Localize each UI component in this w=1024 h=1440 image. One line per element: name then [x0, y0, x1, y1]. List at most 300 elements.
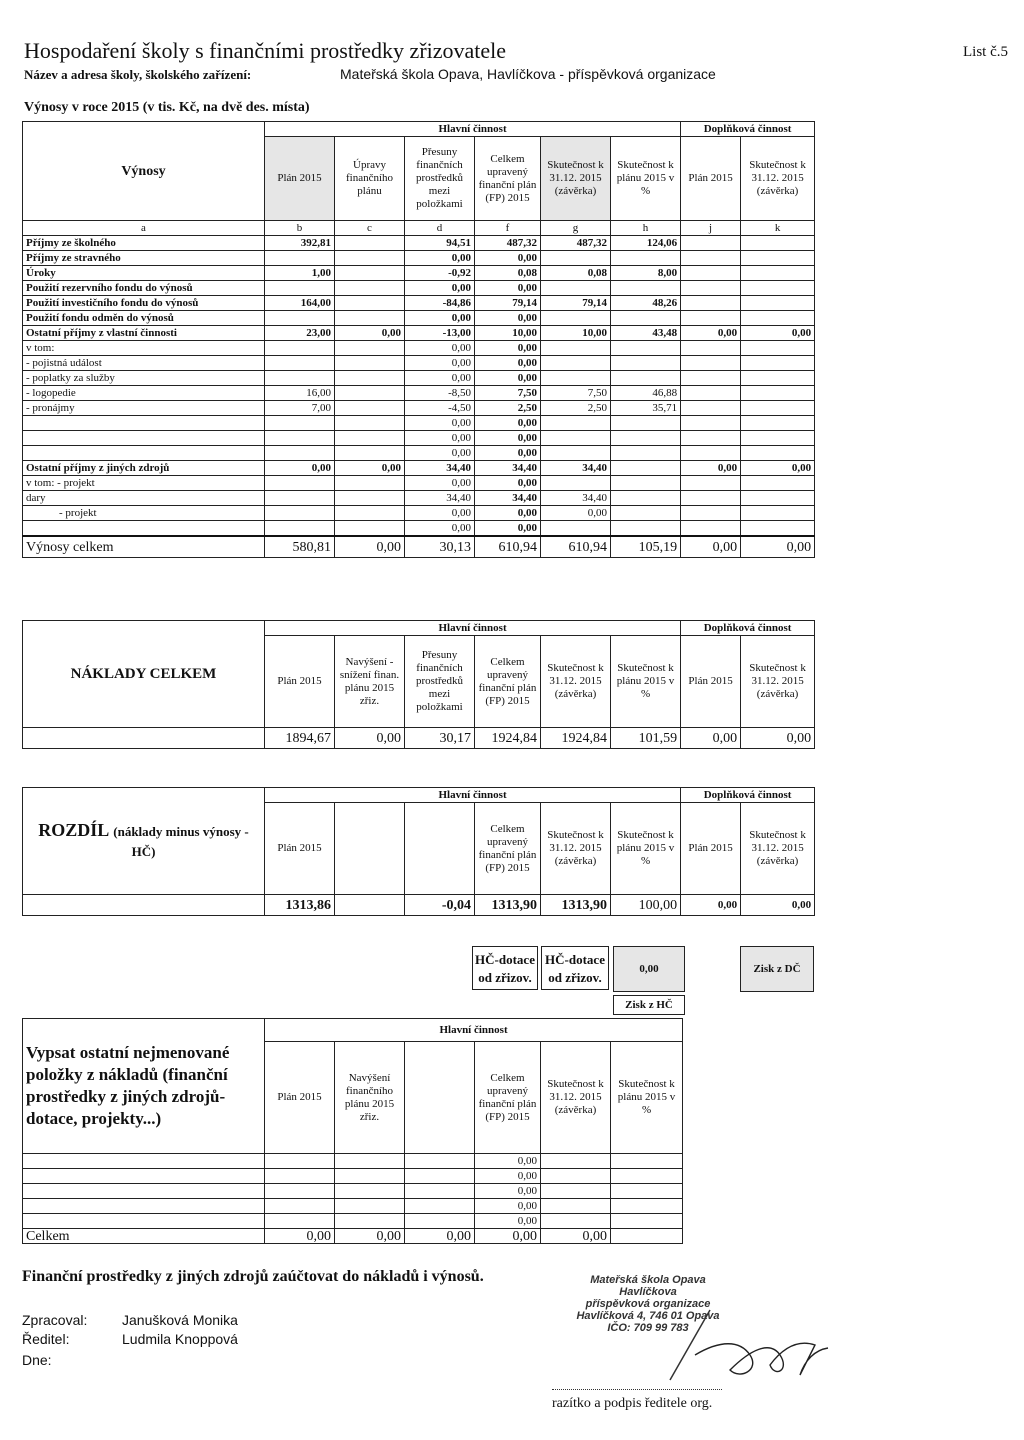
table-cell: 0,00: [405, 446, 475, 461]
table-cell: 0,00: [741, 326, 815, 341]
table-cell: [335, 446, 405, 461]
table-cell: [541, 1154, 611, 1169]
table-cell: [681, 311, 741, 326]
diff-col-header: [335, 803, 405, 895]
income-col-header: Plán 2015: [265, 137, 335, 221]
costs-value-cell: 1924,84: [541, 728, 611, 749]
table-cell: [265, 1169, 335, 1184]
table-cell: [681, 281, 741, 296]
other-group-main: Hlavní činnost: [265, 1019, 683, 1042]
table-cell: [335, 341, 405, 356]
table-cell: [335, 1169, 405, 1184]
table-cell: [681, 446, 741, 461]
income-col-header: Celkem upravený finanční plán (FP) 2015: [475, 137, 541, 221]
table-cell: [335, 476, 405, 491]
table-cell: 0,00: [405, 476, 475, 491]
column-letter: k: [741, 221, 815, 236]
table-cell: [681, 476, 741, 491]
difference-row-header: [23, 788, 265, 895]
table-cell: [335, 431, 405, 446]
table-cell: 487,32: [475, 236, 541, 251]
table-cell: [265, 521, 335, 537]
table-cell: 2,50: [475, 401, 541, 416]
table-cell: 0,00: [681, 326, 741, 341]
table-row: [23, 1169, 683, 1184]
table-cell: [541, 371, 611, 386]
diff-col-header: Plán 2015: [681, 803, 741, 895]
table-cell: [335, 521, 405, 537]
table-cell: [265, 431, 335, 446]
table-cell: [611, 281, 681, 296]
table-cell: [741, 356, 815, 371]
prepared-by-name: Janušková Monika: [122, 1312, 238, 1328]
costs-value-cell: 0,00: [681, 728, 741, 749]
school-name: Mateřská škola Opava, Havlíčkova - příspěvková organizace: [340, 66, 716, 82]
table-cell: [335, 311, 405, 326]
costs-col-header: Navýšení - snížení finan. plánu 2015 zřiz.: [335, 636, 405, 728]
table-cell: [541, 476, 611, 491]
difference-subtitle: (náklady minus výnosy - HČ): [113, 824, 249, 859]
table-cell: [741, 506, 815, 521]
table-row: [23, 1214, 683, 1229]
table-cell: 0,00: [475, 1184, 541, 1199]
table-row: [23, 1199, 683, 1214]
row-label: Příjmy ze stravného: [23, 251, 265, 266]
costs-col-header: Celkem upravený finanční plán (FP) 2015: [475, 636, 541, 728]
table-row: [23, 296, 815, 311]
table-cell: [335, 506, 405, 521]
costs-value-cell: 0,00: [335, 728, 405, 749]
table-cell: [265, 1154, 335, 1169]
income-total-cell: 30,13: [405, 536, 475, 558]
costs-col-header: Skutečnost k plánu 2015 v %: [611, 636, 681, 728]
row-label: [23, 416, 265, 431]
table-row: [23, 1184, 683, 1199]
diff-value-cell: 0,00: [681, 895, 741, 916]
costs-value-cell: 30,17: [405, 728, 475, 749]
table-cell: 0,00: [475, 416, 541, 431]
row-label: [23, 1199, 265, 1214]
table-cell: 1,00: [265, 266, 335, 281]
table-cell: [741, 491, 815, 506]
table-cell: -13,00: [405, 326, 475, 341]
table-cell: 0,00: [405, 371, 475, 386]
table-cell: 10,00: [475, 326, 541, 341]
table-cell: [265, 341, 335, 356]
costs-value-cell: 1894,67: [265, 728, 335, 749]
table-cell: [265, 491, 335, 506]
date-label: Dne:: [22, 1352, 52, 1368]
table-cell: [541, 431, 611, 446]
diff-value-spacer: [23, 895, 265, 916]
table-cell: [681, 401, 741, 416]
stamp-line: Mateřská škola Opava: [590, 1274, 706, 1286]
table-cell: 16,00: [265, 386, 335, 401]
table-row: [23, 251, 815, 266]
table-row: [23, 326, 815, 341]
table-cell: [611, 476, 681, 491]
director-signature: [600, 1300, 840, 1390]
table-cell: 0,00: [475, 1154, 541, 1169]
table-row: [23, 386, 815, 401]
row-label: - pronájmy: [23, 401, 265, 416]
row-label: dary: [23, 491, 265, 506]
costs-table: [22, 620, 815, 749]
table-cell: [335, 251, 405, 266]
table-cell: [611, 341, 681, 356]
hc-subsidy-box-1: HČ-dotace od zřizov.: [472, 946, 538, 990]
hc-subsidy-box-2: HČ-dotace od zřizov.: [541, 946, 609, 990]
table-cell: [741, 281, 815, 296]
director-name: Ludmila Knoppová: [122, 1331, 238, 1347]
row-label: v tom: - projekt: [23, 476, 265, 491]
table-cell: -0,92: [405, 266, 475, 281]
costs-group-side: Doplňková činnost: [681, 621, 815, 636]
row-label: - logopedie: [23, 386, 265, 401]
table-cell: [741, 311, 815, 326]
table-cell: [265, 251, 335, 266]
table-cell: 0,00: [475, 311, 541, 326]
table-cell: [741, 446, 815, 461]
table-row: [23, 416, 815, 431]
costs-group-main: Hlavní činnost: [265, 621, 681, 636]
income-table: [22, 121, 815, 558]
income-group-main: Hlavní činnost: [265, 122, 681, 137]
stamp-line: Havlíčkova: [619, 1286, 677, 1298]
director-label: Ředitel:: [22, 1331, 70, 1347]
column-letter: h: [611, 221, 681, 236]
diff-col-header: Skutečnost k 31.12. 2015 (závěrka): [541, 803, 611, 895]
other-total-cell: 0,00: [335, 1229, 405, 1244]
table-cell: 0,00: [475, 251, 541, 266]
table-row: [23, 371, 815, 386]
other-col-header: Skutečnost k 31.12. 2015 (závěrka): [541, 1042, 611, 1154]
column-letter: c: [335, 221, 405, 236]
income-total-cell: 105,19: [611, 536, 681, 558]
footer-note: Finanční prostředky z jiných zdrojů zaúčtovat do nákladů i výnosů.: [22, 1268, 484, 1285]
column-letter: b: [265, 221, 335, 236]
table-cell: [265, 506, 335, 521]
table-cell: [611, 416, 681, 431]
costs-value-cell: 1924,84: [475, 728, 541, 749]
diff-value-cell: 1313,86: [265, 895, 335, 916]
sheet-number: List č.5: [963, 44, 1008, 60]
table-cell: [541, 416, 611, 431]
other-col-header: Navýšení finančního plánu 2015 zřiz.: [335, 1042, 405, 1154]
table-cell: 0,00: [475, 356, 541, 371]
signature-caption: razítko a podpis ředitele org.: [552, 1396, 713, 1411]
table-cell: 0,00: [475, 1199, 541, 1214]
row-label: v tom:: [23, 341, 265, 356]
row-label: [23, 1184, 265, 1199]
table-cell: [541, 1169, 611, 1184]
table-row: [23, 476, 815, 491]
table-cell: 34,40: [541, 461, 611, 476]
table-cell: 0,00: [405, 251, 475, 266]
table-cell: 94,51: [405, 236, 475, 251]
table-cell: 0,00: [335, 326, 405, 341]
table-cell: [741, 266, 815, 281]
table-cell: [741, 386, 815, 401]
table-cell: [611, 461, 681, 476]
costs-value-spacer: [23, 728, 265, 749]
table-cell: [335, 236, 405, 251]
stamp-line: příspěvková organizace: [585, 1298, 711, 1310]
table-cell: [611, 1199, 683, 1214]
table-cell: 34,40: [405, 461, 475, 476]
table-cell: [335, 1214, 405, 1229]
table-cell: 0,00: [405, 341, 475, 356]
table-cell: [405, 1169, 475, 1184]
row-label: - pojistná událost: [23, 356, 265, 371]
diff-col-header: Celkem upravený finanční plán (FP) 2015: [475, 803, 541, 895]
table-cell: [335, 371, 405, 386]
table-cell: 34,40: [475, 491, 541, 506]
table-cell: 0,00: [475, 506, 541, 521]
income-total-cell: 580,81: [265, 536, 335, 558]
diff-value-cell: 100,00: [611, 895, 681, 916]
table-cell: [335, 1184, 405, 1199]
table-cell: 0,00: [335, 461, 405, 476]
table-cell: 34,40: [475, 461, 541, 476]
other-col-header: Skutečnost k plánu 2015 v %: [611, 1042, 683, 1154]
diff-value-cell: -0,04: [405, 895, 475, 916]
table-cell: 10,00: [541, 326, 611, 341]
table-row: [23, 506, 815, 521]
table-cell: [741, 296, 815, 311]
other-col-header: Plán 2015: [265, 1042, 335, 1154]
row-label: - poplatky za služby: [23, 371, 265, 386]
table-row: [23, 356, 815, 371]
diff-col-header: [405, 803, 475, 895]
table-cell: [265, 1214, 335, 1229]
table-cell: 0,00: [475, 341, 541, 356]
table-row: [23, 446, 815, 461]
row-label: Ostatní příjmy z vlastní činnosti: [23, 326, 265, 341]
table-cell: [541, 1184, 611, 1199]
table-cell: [611, 356, 681, 371]
table-cell: [265, 281, 335, 296]
table-cell: [541, 356, 611, 371]
table-cell: 0,08: [475, 266, 541, 281]
diff-value-cell: 1313,90: [541, 895, 611, 916]
table-cell: 0,00: [475, 476, 541, 491]
income-section-title: Výnosy v roce 2015 (v tis. Kč, na dvě des. místa): [24, 100, 310, 115]
table-cell: [541, 251, 611, 266]
costs-row-header: NÁKLADY CELKEM: [23, 621, 265, 728]
other-col-header: [405, 1042, 475, 1154]
table-cell: 164,00: [265, 296, 335, 311]
table-cell: [681, 236, 741, 251]
table-cell: [335, 416, 405, 431]
table-cell: [265, 476, 335, 491]
costs-col-header: Skutečnost k 31.12. 2015 (závěrka): [741, 636, 815, 728]
table-cell: 2,50: [541, 401, 611, 416]
signature-line: [552, 1389, 722, 1390]
income-col-header: Plán 2015: [681, 137, 741, 221]
table-cell: 0,00: [405, 521, 475, 537]
table-cell: [681, 371, 741, 386]
table-cell: [681, 386, 741, 401]
profit-dc-box: Zisk z DČ: [740, 946, 814, 992]
other-items-table: [22, 1018, 683, 1244]
table-cell: [541, 341, 611, 356]
table-cell: 46,88: [611, 386, 681, 401]
column-letter: d: [405, 221, 475, 236]
table-cell: 34,40: [541, 491, 611, 506]
difference-table: [22, 787, 815, 916]
table-cell: 0,00: [475, 446, 541, 461]
other-row-header: Vypsat ostatní nejmenované položky z nákladů (finanční prostředky z jiných zdrojů-dotace, projekty...): [23, 1019, 265, 1154]
table-cell: [611, 371, 681, 386]
income-total-cell: 0,00: [681, 536, 741, 558]
other-total-cell: 0,00: [475, 1229, 541, 1244]
table-cell: [611, 446, 681, 461]
table-cell: [611, 1169, 683, 1184]
row-label: [23, 1154, 265, 1169]
table-cell: [611, 431, 681, 446]
table-cell: [541, 281, 611, 296]
column-letter: g: [541, 221, 611, 236]
table-row: [23, 401, 815, 416]
table-cell: 34,40: [405, 491, 475, 506]
table-cell: [741, 431, 815, 446]
table-cell: 0,00: [265, 461, 335, 476]
table-cell: 48,26: [611, 296, 681, 311]
table-cell: [681, 431, 741, 446]
side-activity-value: 0,00: [613, 946, 685, 992]
table-cell: [611, 1154, 683, 1169]
table-cell: 0,08: [541, 266, 611, 281]
table-row: [23, 461, 815, 476]
income-total-cell: 610,94: [475, 536, 541, 558]
table-cell: 0,00: [475, 521, 541, 537]
table-cell: [265, 371, 335, 386]
table-cell: [335, 356, 405, 371]
row-label: - projekt: [23, 506, 265, 521]
diff-col-header: Skutečnost k plánu 2015 v %: [611, 803, 681, 895]
table-cell: [335, 491, 405, 506]
income-col-header: Skutečnost k 31.12. 2015 (závěrka): [741, 137, 815, 221]
table-cell: 35,71: [611, 401, 681, 416]
school-label: Název a adresa školy, školského zařízení:: [24, 67, 252, 82]
table-cell: [741, 521, 815, 537]
table-cell: [741, 371, 815, 386]
table-cell: [611, 311, 681, 326]
table-row: [23, 236, 815, 251]
other-total-cell: 0,00: [265, 1229, 335, 1244]
row-label: Použití investičního fondu do výnosů: [23, 296, 265, 311]
table-cell: [611, 1184, 683, 1199]
table-cell: [405, 1184, 475, 1199]
table-cell: [265, 311, 335, 326]
profit-hc-box: Zisk z HČ: [613, 995, 685, 1015]
diff-col-header: Plán 2015: [265, 803, 335, 895]
table-cell: [541, 311, 611, 326]
table-cell: 487,32: [541, 236, 611, 251]
page-title: Hospodaření školy s finančními prostředky zřizovatele: [24, 38, 507, 63]
income-group-side: Doplňková činnost: [681, 122, 815, 137]
table-cell: 8,00: [611, 266, 681, 281]
table-cell: [335, 266, 405, 281]
row-label: [23, 446, 265, 461]
diff-value-cell: 0,00: [741, 895, 815, 916]
table-row: [23, 266, 815, 281]
table-cell: [611, 521, 681, 537]
table-cell: [335, 1199, 405, 1214]
table-cell: [681, 416, 741, 431]
difference-title: ROZDÍL: [38, 820, 110, 840]
income-col-header: Skutečnost k plánu 2015 v %: [611, 137, 681, 221]
table-cell: 0,00: [475, 281, 541, 296]
table-cell: 0,00: [405, 281, 475, 296]
table-row: [23, 281, 815, 296]
diff-col-header: Skutečnost k 31.12. 2015 (závěrka): [741, 803, 815, 895]
table-cell: 0,00: [405, 506, 475, 521]
other-col-header: Celkem upravený finanční plán (FP) 2015: [475, 1042, 541, 1154]
table-cell: [681, 506, 741, 521]
table-cell: 0,00: [475, 1169, 541, 1184]
costs-col-header: Skutečnost k 31.12. 2015 (závěrka): [541, 636, 611, 728]
table-cell: 392,81: [265, 236, 335, 251]
table-cell: 0,00: [475, 431, 541, 446]
table-row: [23, 311, 815, 326]
diff-value-cell: [335, 895, 405, 916]
table-cell: 0,00: [475, 371, 541, 386]
table-cell: 0,00: [405, 431, 475, 446]
table-cell: [741, 251, 815, 266]
table-cell: [741, 401, 815, 416]
table-cell: [741, 416, 815, 431]
row-label: [23, 521, 265, 537]
table-cell: 0,00: [405, 356, 475, 371]
table-cell: [681, 356, 741, 371]
table-cell: [405, 1199, 475, 1214]
other-total-cell: 0,00: [541, 1229, 611, 1244]
table-cell: [405, 1214, 475, 1229]
row-label: Příjmy ze školného: [23, 236, 265, 251]
table-cell: [741, 476, 815, 491]
table-row: [23, 491, 815, 506]
income-col-header: Úpravy finančního plánu: [335, 137, 405, 221]
table-cell: [265, 446, 335, 461]
table-cell: [335, 281, 405, 296]
diff-value-cell: 1313,90: [475, 895, 541, 916]
table-row: [23, 431, 815, 446]
row-label: Ostatní příjmy z jiných zdrojů: [23, 461, 265, 476]
table-cell: 0,00: [681, 461, 741, 476]
income-col-header: Skutečnost k 31.12. 2015 (závěrka): [541, 137, 611, 221]
table-cell: [265, 1184, 335, 1199]
table-row: [23, 341, 815, 356]
table-cell: [541, 521, 611, 537]
income-total-label: Výnosy celkem: [23, 536, 265, 558]
table-cell: 124,06: [611, 236, 681, 251]
table-cell: [681, 296, 741, 311]
income-row-header: Výnosy: [23, 122, 265, 221]
table-cell: [611, 506, 681, 521]
table-cell: 79,14: [541, 296, 611, 311]
income-total-cell: 0,00: [335, 536, 405, 558]
table-cell: 7,00: [265, 401, 335, 416]
table-cell: [265, 1199, 335, 1214]
stamp-line: Havlíčková 4, 746 01 Opava: [576, 1310, 720, 1322]
table-cell: [611, 251, 681, 266]
table-cell: [405, 1154, 475, 1169]
table-cell: 0,00: [475, 1214, 541, 1229]
income-total-cell: 0,00: [741, 536, 815, 558]
table-cell: [335, 296, 405, 311]
